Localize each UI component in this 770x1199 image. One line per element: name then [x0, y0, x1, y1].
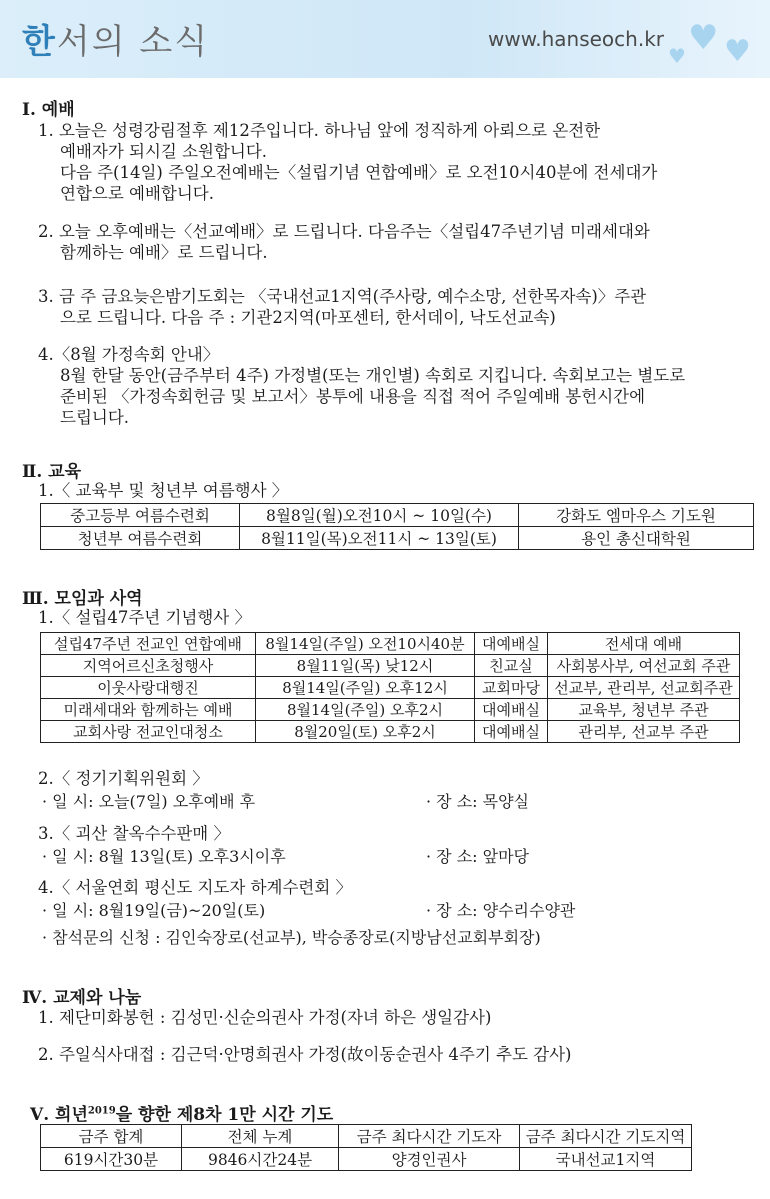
page-header — [0, 0, 770, 78]
notice-4-line3: 준비된 〈가정속회헌금 및 보고서〉봉투에 내용을 직접 적어 주일예배 봉헌시간에 — [60, 387, 646, 406]
table-row — [41, 1125, 692, 1148]
header-title — [22, 14, 209, 63]
table-cell: 이웃사랑대행진 — [41, 677, 256, 699]
education-table — [40, 503, 754, 550]
section-2-title: Ⅱ. 교육 — [22, 462, 82, 482]
planning-committee-title: 2.〈 정기기획위원회 〉 — [38, 769, 209, 788]
notice-2-line2: 함께하는 예배〉로 드립니다. — [60, 243, 268, 262]
prayer-table — [40, 1124, 692, 1171]
table-cell: 청년부 여름수련회 — [41, 527, 240, 550]
planning-committee-place: · 장 소: 목양실 — [426, 792, 530, 811]
retreat-apply: · 참석문의 신청 : 김인숙장로(선교부), 박승종장로(지방남선교회부회장) — [42, 928, 541, 947]
table-cell: 용인 총신대학원 — [519, 527, 754, 550]
anniversary-subtitle: 1.〈 설립47주년 기념행사 〉 — [38, 608, 251, 627]
notice-2-line1: 2. 오늘 오후예배는〈선교예배〉로 드립니다. 다음주는〈설립47주년기념 미래세대와 — [38, 222, 650, 241]
table-header: 금주 합계 — [41, 1125, 182, 1148]
table-cell: 8월14일(주일) 오후2시 — [256, 699, 475, 721]
title-rest: 서의 소식 — [56, 22, 210, 62]
anniversary-table — [40, 632, 740, 743]
table-cell: 대예배실 — [475, 633, 548, 655]
table-cell: 미래세대와 함께하는 예배 — [41, 699, 256, 721]
notice-1-line2: 예배자가 되시길 소원합니다. — [60, 142, 268, 161]
table-cell: 사회봉사부, 여선교회 주관 — [548, 655, 740, 677]
notice-4 — [38, 344, 685, 428]
table-cell: 교회마당 — [475, 677, 548, 699]
table-cell: 8월11일(목) 낮12시 — [256, 655, 475, 677]
header-url[interactable]: www.hanseoch.kr — [488, 27, 664, 51]
notice-1-line3: 다음 주(14일) 주일오전예배는〈설립기념 연합예배〉로 오전10시40분에 전세대가 — [60, 163, 658, 182]
section-5-title-a: Ⅴ. 희년 — [30, 1105, 88, 1125]
section-5-title-sup: 2019 — [87, 1105, 116, 1117]
table-cell: 국내선교1지역 — [520, 1148, 692, 1171]
notice-4-line2: 8월 한달 동안(금주부터 4주) 가정별(또는 개인별) 속회로 지킵니다. 속회보고는 별도로 — [60, 366, 686, 385]
notice-3-line1: 3. 금 주 금요늦은밤기도회는 〈국내선교1지역(주사랑, 예수소망, 선한목자속)〉주관 — [38, 287, 647, 306]
corn-sale-place: · 장 소: 앞마당 — [426, 847, 530, 866]
notice-1-line4: 연합으로 예배합니다. — [60, 184, 214, 203]
table-cell: 선교부, 관리부, 선교회주관 — [548, 677, 740, 699]
sunday-meal: 2. 주일식사대접 : 김근덕·안명희권사 가정(故이동순권사 4주기 추도 감사) — [38, 1045, 572, 1064]
retreat-place: · 장 소: 양수리수양관 — [426, 901, 576, 920]
notice-1 — [38, 120, 657, 204]
heart-icon: ♥ — [724, 34, 751, 69]
table-cell: 관리부, 선교부 주관 — [548, 721, 740, 743]
table-header: 금주 최다시간 기도자 — [339, 1125, 520, 1148]
table-row — [41, 699, 740, 721]
section-5-title — [30, 1100, 333, 1125]
table-header: 금주 최다시간 기도지역 — [520, 1125, 692, 1148]
table-row — [41, 677, 740, 699]
table-cell: 619시간30분 — [41, 1148, 182, 1171]
section-5-title-b: 을 향한 제8차 1만 시간 기도 — [115, 1105, 334, 1125]
heart-icon: ♥ — [688, 18, 719, 58]
table-cell: 설립47주년 전교인 연합예배 — [41, 633, 256, 655]
table-cell: 교회사랑 전교인대청소 — [41, 721, 256, 743]
table-cell: 교육부, 청년부 주관 — [548, 699, 740, 721]
table-cell: 대예배실 — [475, 721, 548, 743]
section-3-title: Ⅲ. 모임과 사역 — [22, 589, 143, 609]
notice-4-line4: 드립니다. — [60, 408, 130, 427]
table-row — [41, 633, 740, 655]
table-row — [41, 504, 754, 527]
table-row — [41, 1148, 692, 1171]
altar-flowers: 1. 제단미화봉헌 : 김성민·신순의권사 가정(자녀 하은 생일감사) — [38, 1008, 492, 1027]
table-cell: 8월14일(주일) 오전10시40분 — [256, 633, 475, 655]
table-cell: 전세대 예배 — [548, 633, 740, 655]
retreat-time: · 일 시: 8월19일(금)~20일(토) — [42, 901, 266, 920]
corn-sale-time: · 일 시: 8월 13일(토) 오후3시이후 — [42, 847, 286, 866]
table-cell: 지역어르신초청행사 — [41, 655, 256, 677]
table-cell: 중고등부 여름수련회 — [41, 504, 240, 527]
notice-3-line2: 으로 드립니다. 다음 주 : 기관2지역(마포센터, 한서데이, 낙도선교속) — [60, 308, 556, 327]
table-row — [41, 655, 740, 677]
title-accent: 한 — [22, 22, 57, 62]
education-subtitle: 1.〈 교육부 및 청년부 여름행사 〉 — [38, 481, 289, 500]
section-1-title: Ⅰ. 예배 — [22, 100, 75, 120]
table-cell: 9846시간24분 — [182, 1148, 339, 1171]
notice-1-line1: 1. 오늘은 성령강림절후 제12주입니다. 하나님 앞에 정직하게 아뢰으로 온전한 — [38, 121, 601, 140]
table-cell: 8월14일(주일) 오후12시 — [256, 677, 475, 699]
table-cell: 8월8일(월)오전10시 ~ 10일(수) — [240, 504, 519, 527]
retreat-title: 4.〈 서울연회 평신도 지도자 하계수련회 〉 — [38, 878, 353, 897]
table-cell: 강화도 엠마우스 기도원 — [519, 504, 754, 527]
table-header: 전체 누계 — [182, 1125, 339, 1148]
heart-icon: ♥ — [668, 44, 686, 68]
table-row — [41, 527, 754, 550]
section-4-title: Ⅳ. 교제와 나눔 — [22, 988, 142, 1008]
table-cell: 대예배실 — [475, 699, 548, 721]
table-cell: 8월20일(토) 오후2시 — [256, 721, 475, 743]
corn-sale-title: 3.〈 괴산 찰옥수수판매 〉 — [38, 824, 230, 843]
notice-2 — [38, 221, 650, 263]
table-cell: 8월11일(목)오전11시 ~ 13일(토) — [240, 527, 519, 550]
planning-committee-time: · 일 시: 오늘(7일) 오후예배 후 — [42, 792, 256, 811]
table-cell: 친교실 — [475, 655, 548, 677]
table-cell: 양경인권사 — [339, 1148, 520, 1171]
notice-4-line1: 4.〈8월 가정속회 안내〉 — [38, 345, 220, 364]
table-row — [41, 721, 740, 743]
notice-3 — [38, 286, 646, 328]
